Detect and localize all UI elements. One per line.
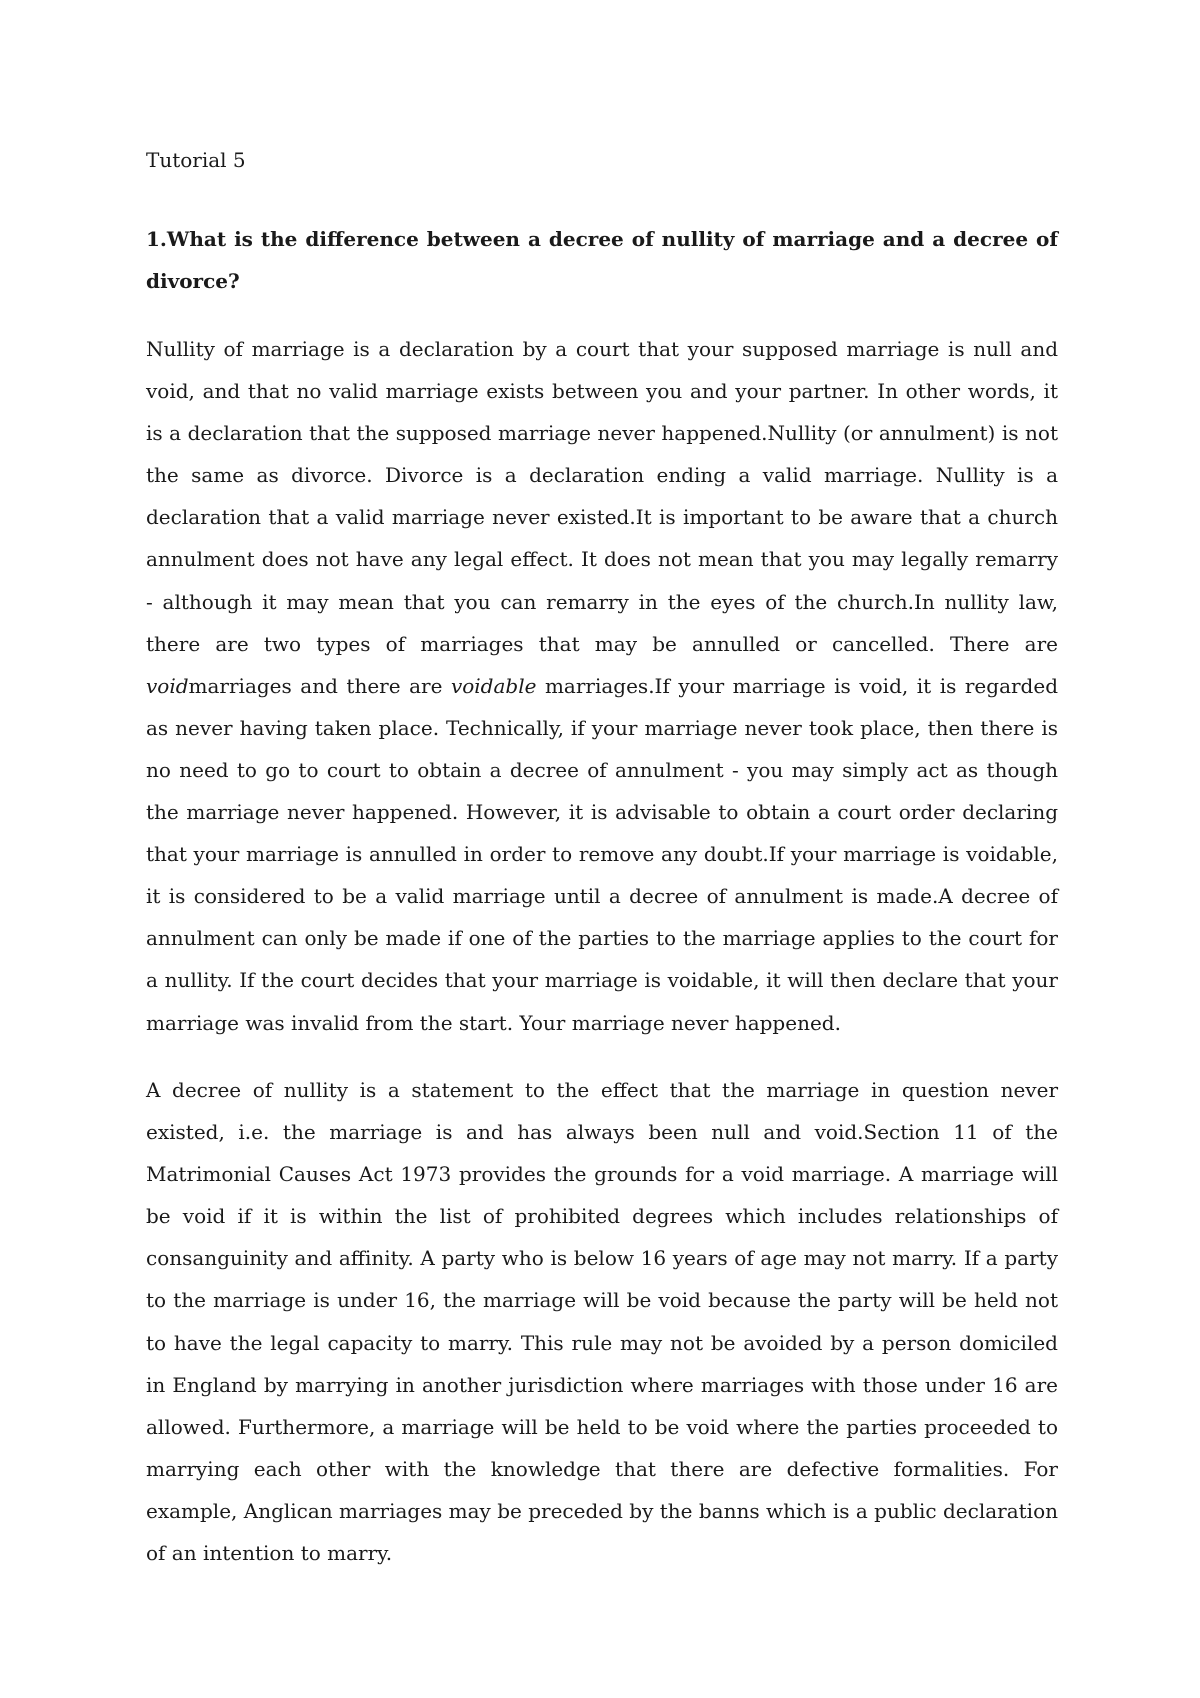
page-title: Tutorial 5 [146, 148, 246, 172]
question-heading: 1.What is the difference between a decree of nullity of marriage and a decree of divorce? [146, 227, 1058, 293]
emphasis-void: void [146, 673, 189, 698]
answer-paragraph-1 [146, 328, 1058, 1044]
paragraph-1-text-b: marriages and there are [188, 673, 451, 698]
answer-paragraph-2: A decree of nullity is a statement to the effect that the marriage in question never existed, i.e. the marriage is and has always been null and void.Section 11 of the Matrimonial Causes Act 1973 provides the grounds for a void marriage. A marriage will be void if it is within the list of prohibited degrees which includes relationships of consanguinity and affinity. A party who is below 16 years of age may not marry. If a party to the marriage is under 16, the marriage will be void because the party will be held not to have the legal capacity to marry. This rule may not be avoided by a person domiciled in England by marrying in another jurisdiction where marriages with those under 16 are allowed. Furthermore, a marriage will be held to be void where the parties proceeded to marrying each other with the knowledge that there are defective formalities. For example, Anglican marriages may be preceded by the banns which is a public declaration of an intention to marry. [146, 1078, 1058, 1566]
paragraph-1-text-c: marriages.If your marriage is void, it is regarded as never having taken place. Technically, if your marriage never took place, then there is no need to go to court to obtain a decree of annulment - you may simply act as though the marriage never happened. However, it is advisable to obtain a court order declaring that your marriage is annulled in order to remove any doubt.If your marriage is voidable, it is considered to be a valid marriage until a decree of annulment is made.A decree of annulment can only be made if one of the parties to the marriage applies to the court for a nullity. If the court decides that your marriage is voidable, it will then declare that your marriage was invalid from the start. Your marriage never happened. [146, 673, 1058, 1035]
emphasis-voidable: voidable [450, 673, 537, 698]
paragraph-1-text-a: Nullity of marriage is a declaration by a court that your supposed marriage is null and void, and that no valid marriage exists between you and your partner. In other words, it is a declaration that the supposed marriage never happened.Nullity (or annulment) is not the same as divorce. Divorce is a declaration ending a valid marriage. Nullity is a declaration that a valid marriage never existed.It is important to be aware that a church annulment does not have any legal effect. It does not mean that you may legally remarry - although it may mean that you can remarry in the eyes of the church.In nullity law, there are two types of marriages that may be annulled or cancelled. There are [146, 337, 1058, 656]
